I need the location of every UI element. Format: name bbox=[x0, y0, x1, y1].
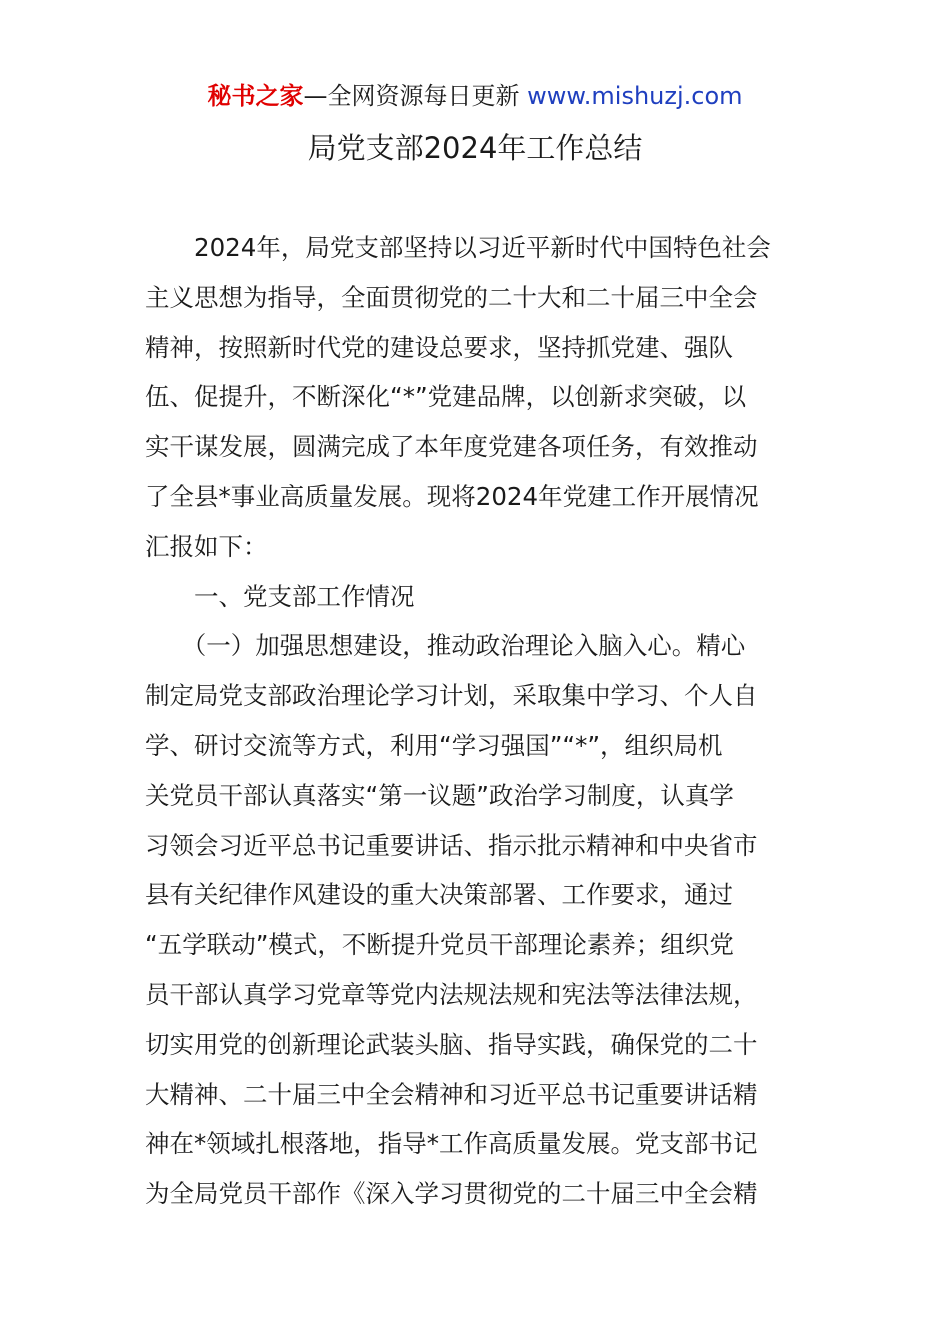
text-line: （一）加强思想建设，推动政治理论入脑入心。精心 bbox=[145, 631, 746, 661]
document-title: 局党支部2024年工作总结 bbox=[307, 131, 643, 165]
text-line: 主义思想为指导，全面贯彻党的二十大和二十届三中全会 bbox=[145, 282, 758, 312]
site-tagline: —全网资源每日更新 bbox=[303, 82, 520, 110]
site-url-link[interactable]: www.mishuzj.com bbox=[527, 82, 743, 110]
text-line: 伍、促提升，不断深化“*”党建品牌，以创新求突破，以 bbox=[145, 382, 747, 412]
site-header bbox=[0, 80, 950, 112]
text-line: 员干部认真学习党章等党内法规法规和宪法等法律法规， bbox=[145, 979, 758, 1009]
document-body bbox=[145, 223, 809, 1219]
text-line: 为全局党员干部作《深入学习贯彻党的二十届三中全会精 bbox=[145, 1179, 758, 1209]
text-line: 制定局党支部政治理论学习计划，采取集中学习、个人自 bbox=[145, 681, 758, 711]
text-line: 大精神、二十届三中全会精神和习近平总书记重要讲话精 bbox=[145, 1079, 758, 1109]
text-line: 关党员干部认真落实“第一议题”政治学习制度，认真学 bbox=[145, 780, 734, 810]
text-line: 学、研讨交流等方式，利用“学习强国”“*”，组织局机 bbox=[145, 730, 723, 760]
text-line: 汇报如下： bbox=[145, 531, 268, 561]
text-line: 精神，按照新时代党的建设总要求，坚持抓党建、强队 bbox=[145, 332, 733, 362]
text-line: 实干谋发展，圆满完成了本年度党建各项任务，有效推动 bbox=[145, 432, 758, 462]
text-line: “五学联动”模式，不断提升党员干部理论素养；组织党 bbox=[145, 930, 734, 960]
text-line: 了全县*事业高质量发展。现将2024年党建工作开展情况 bbox=[145, 481, 759, 511]
text-line: 习领会习近平总书记重要讲话、指示批示精神和中央省市 bbox=[145, 830, 758, 860]
text-line: 县有关纪律作风建设的重大决策部署、工作要求，通过 bbox=[145, 880, 733, 910]
text-line: 切实用党的创新理论武装头脑、指导实践，确保党的二十 bbox=[145, 1029, 758, 1059]
section-heading: 一、党支部工作情况 bbox=[145, 581, 415, 611]
site-brand: 秘书之家 bbox=[207, 82, 304, 110]
text-line: 神在*领域扎根落地，指导*工作高质量发展。党支部书记 bbox=[145, 1129, 758, 1159]
text-line: 2024年，局党支部坚持以习近平新时代中国特色社会 bbox=[145, 233, 771, 262]
